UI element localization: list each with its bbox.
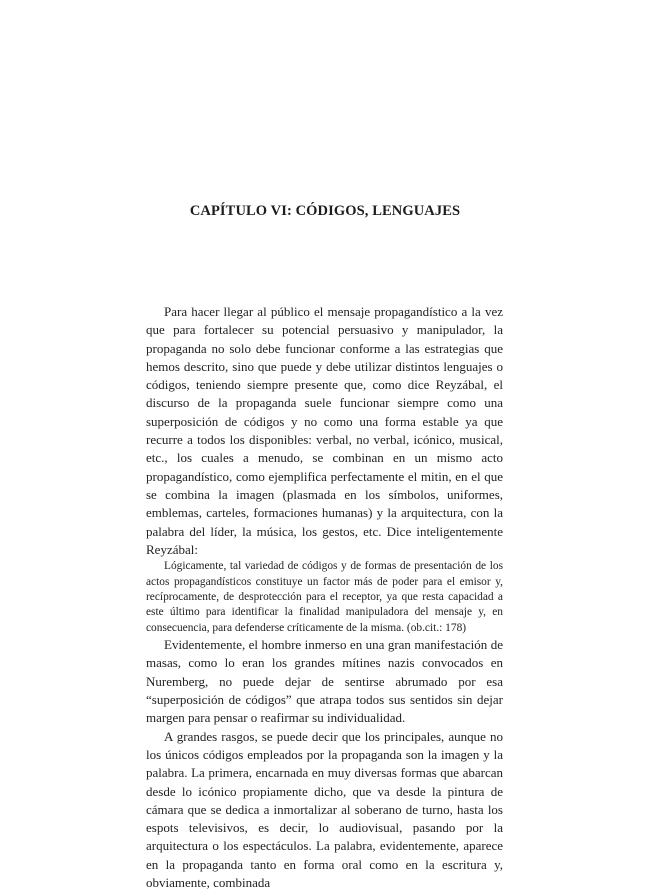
paragraph-intro: Para hacer llegar al público el mensaje propagandístico a la vez que para fortalecer su potencial persuasivo y manipulador, la propaganda no solo debe funcionar conforme a las estrategias que hemos descrito, sino que puede y debe utilizar distintos lenguajes o códigos, teniendo siempre presente que, como dice Reyzábal, el discurso de la propaganda suele funcionar siempre como una superposición de códigos y no como una forma estable ya que recurre a todos los disponibles: verbal, no verbal, icónico, musical, etc., los cuales a menudo, se combinan en un mismo acto propagandístico, como ejemplifica perfectamente el mitin, en el que se combina la imagen (plasmada en los símbolos, uniformes, emblemas, carteles, formaciones humanas) y la arquitectura, con la palabra del líder, la música, los gestos, etc. Dice inteligentemente Reyzábal: [146,304,503,557]
block-quote: Lógicamente, tal variedad de códigos y de formas de presentación de los actos propagandísticos constituye un factor más de poder para el emisor y, recíprocamente, de desprotección para el receptor, ya que resta capacidad a este último para identificar la finalidad manipuladora del mensaje y, en consecuencia, para defenderse críticamente de la misma. (ob.cit.: 178) [146,560,503,634]
chapter-title: CAPÍTULO VI: CÓDIGOS, LENGUAJES [189,203,461,219]
paragraph-codes: A grandes rasgos, se puede decir que los principales, aunque no los únicos códigos empleados por la propaganda son la imagen y la palabra. La primera, encarnada en muy diversas formas que abarcan desde lo icónico propiamente dicho, que va desde la pintura de cámara que se dedica a inmortalizar al soberano de turno, hasta los espots televisivos, es decir, lo audiovisual, pasando por la arquitectura o los espectáculos. La palabra, evidentemente, aparece en la propaganda tanto en forma oral como en la escritura y, obviamente, combinada [146,728,503,891]
paragraph-nuremberg: Evidentemente, el hombre inmerso en una gran manifestación de masas, como lo eran los grandes mítines nazis convocados en Nuremberg, no puede dejar de sentirse abrumado por esa “superposición de códigos” que atrapa todos sus sentidos sin dejar margen para pensar o reafirmar su individualidad. [146,637,503,726]
body-text [146,303,503,892]
